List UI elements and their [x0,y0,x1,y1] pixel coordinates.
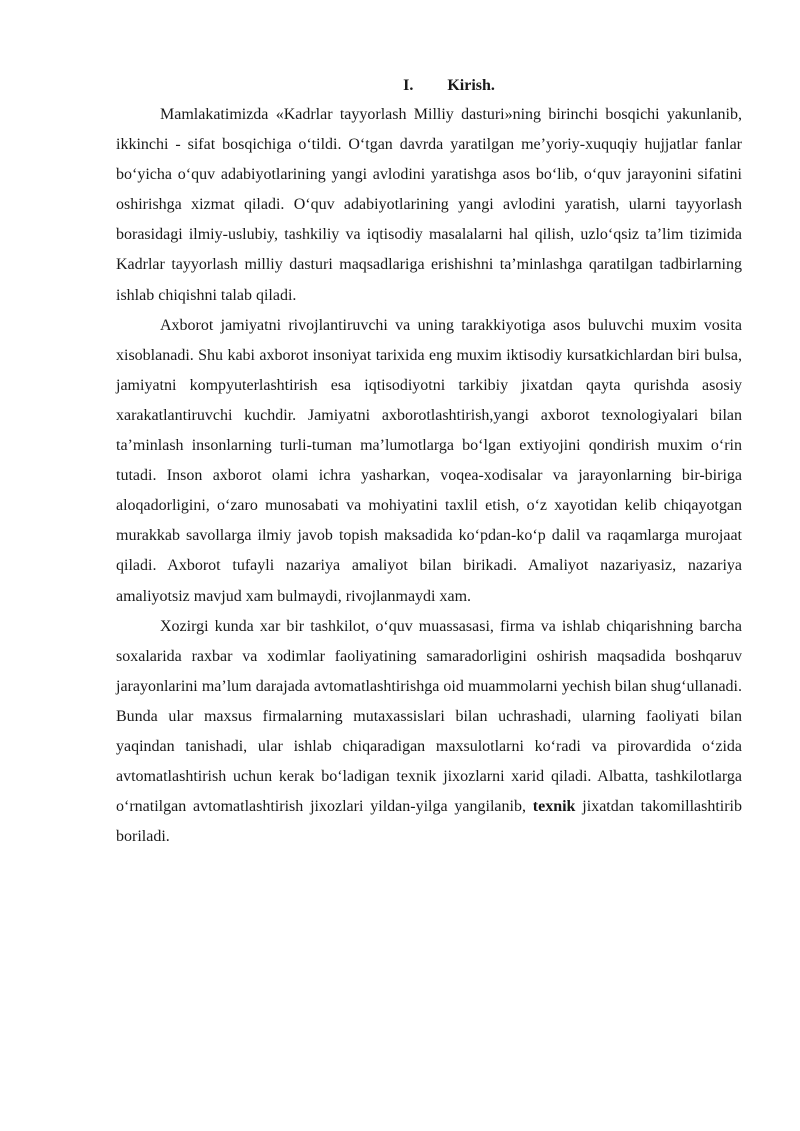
paragraph-3-text-after: jixatdan takomillashtirib boriladi. [116,798,742,846]
paragraph-3-text-before: Xozirgi kunda xar bir tashkilot, o‘quv muassasasi, firma va ishlab chiqarishning barcha soxalarida raxbar va xodimlar faoliyatining samaradorligini oshirish maqsadida boshqaruv jarayonlarini ma’lum darajada avtomatlashtirishga oid muammolarni yechish bilan shug‘ullanadi. Bunda ular maxsus firmalarning mutaxassislari bilan uchrashadi, ularning faoliyati bilan yaqindan tanishadi, ular ishlab chiqaradigan maxsulotlarni ko‘radi va pirovardida o‘zida avtomatlashtirish uchun kerak bo‘ladigan texnik jixozlarni xarid qiladi. Albatta, tashkilotlarga o‘rnatilgan avtomatlashtirish jixozlari yildan-yilga yangilanib, [116,617,742,816]
paragraph-1: Mamlakatimizda «Kadrlar tayyorlash Milliy dasturi»ning birinchi bosqichi yakunlanib, ikkinchi - sifat bosqichiga o‘tildi. O‘tgan davrda yaratilgan me’yoriy-xuquqiy hujjatlar fanlar bo‘yicha o‘quv adabiyotlarining yangi avlodini yaratishga asos bo‘lib, o‘quv jarayonini sifatini oshirishga xizmat qiladi. O‘quv adabiyotlarining yangi avlodini yaratish, ularni tayyorlash borasidagi ilmiy-uslubiy, tashkiliy va iqtisodiy masalalarni hal qilish, uzlo‘qsiz ta’lim tizimida Kadrlar tayyorlash milliy dasturi maqsadlariga erishishni ta’minlashga qaratilgan tadbirlarning ishlab chiqishni talab qiladi. [116,106,742,304]
document-page [116,72,742,852]
paragraph-3 [116,612,742,853]
section-number: I. [403,77,414,94]
section-title: Kirish. [447,77,495,94]
paragraph-2: Axborot jamiyatni rivojlantiruvchi va uning tarakkiyotiga asos buluvchi muxim vosita xisoblanadi. Shu kabi axborot insoniyat tarixida eng muxim iktisodiy kursatkichlardan biri bulsa, jamiyatni kompyuterlashtirish esa iqtisodiyotni tarkibiy jixatdan qayta qurishda asosiy xarakatlantiruvchi kuchdir. Jamiyatni axborotlashtirish,yangi axborot texnologiyalari bilan ta’minlash insonlarning turli-tuman ma’lumotlarga bo‘lgan extiyojini qondirish muxim o‘rin tutadi. Inson axborot olami ichra yasharkan, voqea-xodisalar va jarayonlarning bir-biriga aloqadorligini, o‘zaro munosabati va mohiyatini taxlil etish, o‘z xayotidan kelib chiqayotgan murakkab savollarga ilmiy javob topish maksadida ko‘pdan-ko‘p dalil va raqamlarga murojaat qiladi. Axborot tufayli nazariya amaliyot bilan birikadi. Amaliyot nazariyasiz, nazariya amaliyotsiz mavjud xam bulmaydi, rivojlanmaydi xam. [116,316,742,605]
paragraph-3-bold-word: texnik [532,798,576,816]
section-heading [156,72,742,100]
